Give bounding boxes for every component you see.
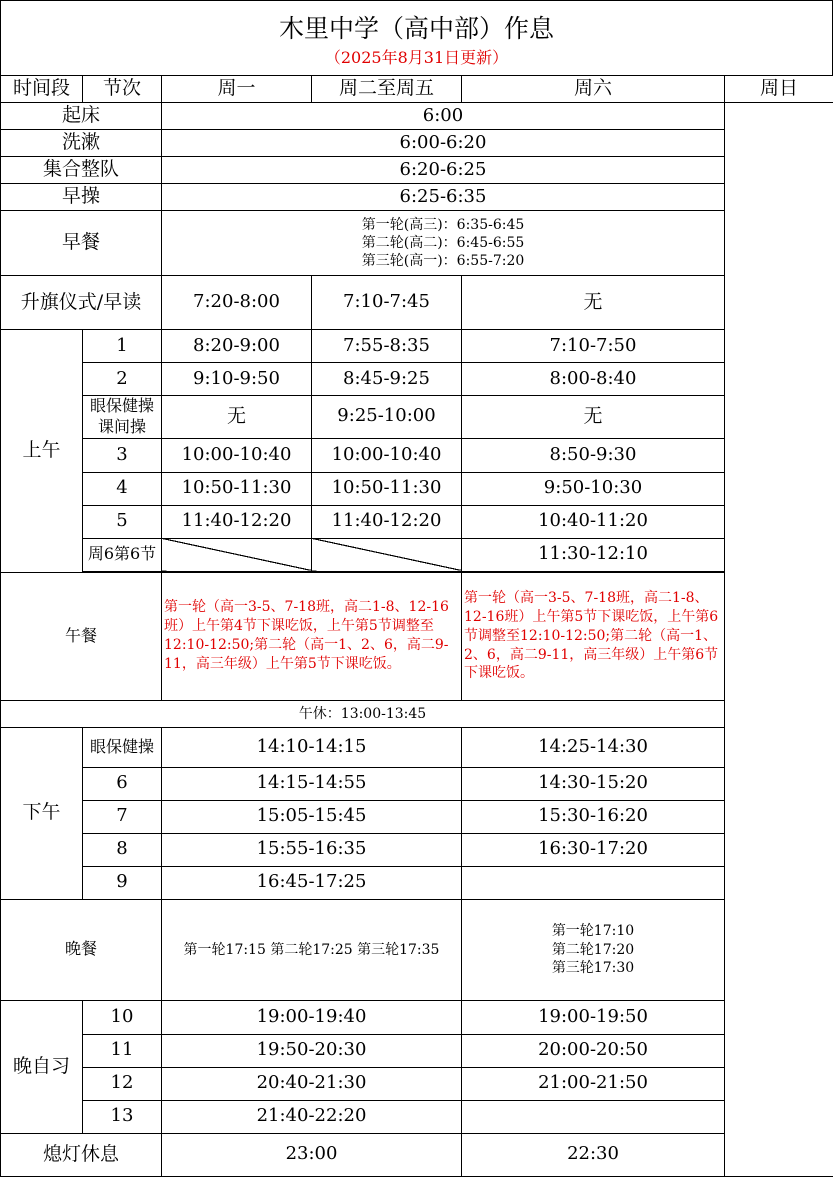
lesson-number: 11 [83, 1034, 162, 1067]
header-sunday: 周日 [725, 76, 833, 103]
table-row [1, 103, 833, 130]
table-row [1, 157, 833, 184]
cell-mon: 10:50-11:30 [162, 472, 312, 505]
cell-sat: 无 [462, 396, 725, 439]
table-row [1, 727, 833, 767]
lesson-number: 6 [83, 767, 162, 800]
assembly-time: 6:20-6:25 [162, 157, 725, 184]
breakfast-times [162, 211, 725, 276]
cell-mon: 无 [162, 396, 312, 439]
table-row [1, 767, 833, 800]
lesson-number: 8 [83, 833, 162, 866]
afternoon-label: 下午 [1, 727, 83, 899]
table-row [1, 700, 833, 727]
eye-exercise-pm-label: 眼保健操 [83, 727, 162, 767]
cell-sat: 11:30-12:10 [462, 538, 725, 571]
eye-exercise-line-1: 眼保健操 [83, 396, 161, 417]
lights-weekday: 23:00 [162, 1133, 462, 1176]
table-row [1, 505, 833, 538]
exercise-label: 早操 [1, 184, 162, 211]
dinner-sat-round-3: 第三轮17:30 [462, 959, 724, 977]
table-row [1, 800, 833, 833]
cell-sat: 8:50-9:30 [462, 438, 725, 472]
assembly-label: 集合整队 [1, 157, 162, 184]
cell-mon: 8:20-9:00 [162, 330, 312, 363]
header-row [1, 76, 833, 103]
wash-label: 洗漱 [1, 130, 162, 157]
table-row [1, 866, 833, 899]
cell-tue-fri: 9:25-10:00 [312, 396, 462, 439]
header-tue-fri: 周二至周五 [312, 76, 462, 103]
empty-diagonal-tue-fri [312, 538, 462, 571]
table-row [1, 538, 833, 571]
lunch-label: 午餐 [1, 572, 162, 700]
table-row [1, 1034, 833, 1067]
page-title: 木里中学（高中部）作息 [1, 9, 832, 45]
lunch-sat: 第一轮（高一3-5、7-18班，高二1-8、12-16班）上午第5节下课吃饭，上午第6节调整至12:10-12:50;第二轮（高一1、2、6，高二9-11，高三年级）上午第6节下课吃饭。 [462, 572, 725, 700]
wake-label: 起床 [1, 103, 162, 130]
exercise-time: 6:25-6:35 [162, 184, 725, 211]
table-row [1, 438, 833, 472]
wash-time: 6:00-6:20 [162, 130, 725, 157]
table-row [1, 1100, 833, 1133]
cell-mon: 10:00-10:40 [162, 438, 312, 472]
dinner-weekday: 第一轮17:15 第二轮17:25 第三轮17:35 [162, 899, 462, 1000]
cell-weekday: 14:15-14:55 [162, 767, 462, 800]
eye-exercise-line-2: 课间操 [83, 417, 161, 438]
schedule-table [0, 75, 833, 1177]
cell-sat: 8:00-8:40 [462, 363, 725, 396]
table-row [1, 1067, 833, 1100]
lesson-number: 周6第6节 [83, 538, 162, 571]
cell-sat: 20:00-20:50 [462, 1034, 725, 1067]
cell-sat: 14:30-15:20 [462, 767, 725, 800]
cell-sat-empty [462, 866, 725, 899]
wake-time: 6:00 [162, 103, 725, 130]
cell-weekday: 15:05-15:45 [162, 800, 462, 833]
lesson-number: 5 [83, 505, 162, 538]
flag-sat: 无 [462, 276, 725, 330]
table-row [1, 330, 833, 363]
lunch-weekday: 第一轮（高一3-5、7-18班，高二1-8、12-16班）上午第4节下课吃饭，上午第5节调整至12:10-12:50;第二轮（高一1、2、6，高二9-11，高三年级）上午第5节下课吃饭。 [162, 572, 462, 700]
lights-sat: 22:30 [462, 1133, 725, 1176]
breakfast-label: 早餐 [1, 211, 162, 276]
table-row [1, 899, 833, 1000]
table-row [1, 1000, 833, 1034]
nap-time: 午休：13:00-13:45 [1, 700, 725, 727]
table-row [1, 396, 833, 439]
cell-sat: 15:30-16:20 [462, 800, 725, 833]
table-row [1, 1133, 833, 1176]
cell-sat: 19:00-19:50 [462, 1000, 725, 1034]
breakfast-round-1: 第一轮(高三)：6:35-6:45 [162, 216, 724, 234]
lesson-number: 10 [83, 1000, 162, 1034]
table-row [1, 472, 833, 505]
cell-tue-fri: 10:00-10:40 [312, 438, 462, 472]
cell-sat: 14:25-14:30 [462, 727, 725, 767]
table-row [1, 211, 833, 276]
table-row [1, 276, 833, 330]
cell-sat: 16:30-17:20 [462, 833, 725, 866]
flag-tue-fri: 7:10-7:45 [312, 276, 462, 330]
empty-diagonal-mon [162, 538, 312, 571]
cell-weekday: 14:10-14:15 [162, 727, 462, 767]
cell-tue-fri: 11:40-12:20 [312, 505, 462, 538]
cell-sat: 10:40-11:20 [462, 505, 725, 538]
dinner-sat-round-1: 第一轮17:10 [462, 922, 724, 940]
lesson-number: 13 [83, 1100, 162, 1133]
morning-label: 上午 [1, 330, 83, 573]
lesson-number: 7 [83, 800, 162, 833]
cell-weekday: 20:40-21:30 [162, 1067, 462, 1100]
table-row [1, 363, 833, 396]
dinner-sat-round-2: 第二轮17:20 [462, 941, 724, 959]
eye-exercise-label [83, 396, 162, 439]
cell-tue-fri: 7:55-8:35 [312, 330, 462, 363]
lesson-number: 4 [83, 472, 162, 505]
cell-weekday: 19:00-19:40 [162, 1000, 462, 1034]
breakfast-round-2: 第二轮(高二)：6:45-6:55 [162, 234, 724, 252]
lesson-number: 2 [83, 363, 162, 396]
header-lesson: 节次 [83, 76, 162, 103]
lesson-number: 9 [83, 866, 162, 899]
dinner-label: 晚餐 [1, 899, 162, 1000]
header-saturday: 周六 [462, 76, 725, 103]
lesson-number: 3 [83, 438, 162, 472]
dinner-sat [462, 899, 725, 1000]
table-row [1, 833, 833, 866]
table-row [1, 184, 833, 211]
cell-tue-fri: 10:50-11:30 [312, 472, 462, 505]
header-period: 时间段 [1, 76, 83, 103]
update-date: （2025年8月31日更新） [1, 45, 832, 68]
sunday-column [725, 103, 833, 1177]
table-row [1, 572, 833, 700]
cell-mon: 11:40-12:20 [162, 505, 312, 538]
lights-label: 熄灯休息 [1, 1133, 162, 1176]
cell-weekday: 21:40-22:20 [162, 1100, 462, 1133]
lesson-number: 12 [83, 1067, 162, 1100]
cell-weekday: 15:55-16:35 [162, 833, 462, 866]
flag-mon: 7:20-8:00 [162, 276, 312, 330]
cell-sat-empty [462, 1100, 725, 1133]
cell-mon: 9:10-9:50 [162, 363, 312, 396]
breakfast-round-3: 第三轮(高一)：6:55-7:20 [162, 252, 724, 270]
table-row [1, 130, 833, 157]
title-area [0, 0, 833, 76]
flag-label: 升旗仪式/早读 [1, 276, 162, 330]
evening-label: 晚自习 [1, 1000, 83, 1133]
cell-weekday: 16:45-17:25 [162, 866, 462, 899]
header-monday: 周一 [162, 76, 312, 103]
cell-sat: 7:10-7:50 [462, 330, 725, 363]
lesson-number: 1 [83, 330, 162, 363]
cell-sat: 9:50-10:30 [462, 472, 725, 505]
cell-weekday: 19:50-20:30 [162, 1034, 462, 1067]
cell-tue-fri: 8:45-9:25 [312, 363, 462, 396]
cell-sat: 21:00-21:50 [462, 1067, 725, 1100]
